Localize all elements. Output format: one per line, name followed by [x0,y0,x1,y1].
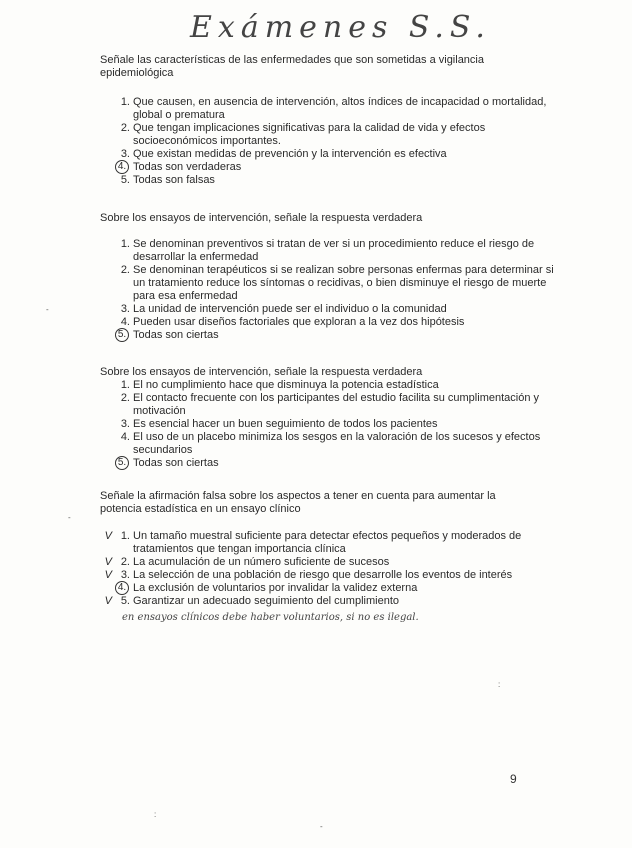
option-text: La acumulación de un número suficiente de sucesos [133,556,390,568]
page-title: Exámenes S.S. [190,10,491,45]
option-number: 1. [120,379,130,391]
option-text: Un tamaño muestral suficiente para detectar efectos pequeños y moderados de tratamientos que tengan importancia clínica [133,530,522,555]
option-number: 5. [120,595,130,607]
option-text: El contacto frecuente con los participantes del estudio facilita su cumplimentación y motivación [133,392,539,417]
option-item [100,316,540,329]
option-check-mark: V [104,569,112,581]
option-text: Todas son verdaderas [133,161,242,173]
option-item [100,556,540,569]
option-text: El uso de un placebo minimiza los sesgos en la valoración de los sucesos y efectos secundarios [133,431,541,456]
options-list [100,96,547,187]
option-item [100,392,563,418]
option-number: 2. [120,264,130,276]
option-check-mark: V [104,530,112,542]
option-number: 2. [120,122,130,134]
option-text: Garantizar un adecuado seguimiento del cumplimiento [133,595,399,607]
option-number: 3. [120,303,130,315]
option-text: Todas son falsas [133,174,215,186]
option-number: 5. [120,174,130,186]
question-prompt: Sobre los ensayos de intervención, señale la respuesta verdadera [100,212,423,224]
option-item [100,303,540,316]
option-number: 4. [120,316,130,328]
option-number: 1. [120,530,130,542]
page-number: 9 [510,772,517,786]
option-number-circled: 4. [115,581,129,595]
option-number-circled: 5. [115,328,129,342]
handwritten-note: en ensayos clínicos debe haber voluntarios, si no es ilegal. [122,612,419,623]
scan-speck: : [154,810,157,819]
question-prompt: Sobre los ensayos de intervención, señale la respuesta verdadera [100,366,423,378]
option-text: Se denominan preventivos si tratan de ver si un procedimiento reduce el riesgo de desarrollar la enfermedad [133,238,535,263]
option-item [100,418,540,431]
option-item-selected [100,582,540,595]
scan-speck: : [498,680,501,689]
option-item [100,174,540,187]
option-number: 3. [120,418,130,430]
option-item [100,595,540,608]
option-item [100,379,463,392]
option-number: 1. [120,238,130,250]
options-list [100,238,554,342]
option-check-mark: V [104,556,112,568]
option-number: 1. [120,96,130,108]
scan-speck: - [320,822,323,831]
option-number-circled: 4. [115,160,129,174]
options-list [100,530,540,608]
option-item [100,569,540,582]
option-item [100,264,563,303]
option-number: 3. [120,569,130,581]
option-number: 2. [120,392,130,404]
option-number: 3. [120,148,130,160]
question-prompt: Señale las características de las enfermedades que son sometidas a vigilancia epidemiológica [100,54,484,79]
option-text: La unidad de intervención puede ser el individuo o la comunidad [133,303,447,315]
option-text: La exclusión de voluntarios por invalidar la validez externa [133,582,418,594]
options-list [100,379,540,470]
option-item [100,431,563,457]
option-text: Que causen, en ausencia de intervención, altos índices de incapacidad o mortalidad, global o prematura [133,96,547,121]
option-number: 2. [120,556,130,568]
option-text: Todas son ciertas [133,457,219,469]
option-number: 4. [120,431,130,443]
option-text: Que tengan implicaciones significativas para la calidad de vida y efectos socioeconómicos importantes. [133,122,486,147]
option-item [100,148,540,161]
option-text: Todas son ciertas [133,329,219,341]
option-text: El no cumplimiento hace que disminuya la potencia estadística [133,379,439,391]
option-text: La selección de una población de riesgo que desarrolle los eventos de interés [133,569,513,581]
option-item [100,530,563,556]
question-prompt: Señale la afirmación falsa sobre los aspectos a tener en cuenta para aumentar la potencia estadística en un ensayo clínico [100,490,496,515]
option-number-circled: 5. [115,456,129,470]
option-text: Pueden usar diseños factoriales que exploran a la vez dos hipótesis [133,316,465,328]
option-item-selected [100,457,540,470]
scan-speck: - [46,305,49,314]
option-item-selected [100,329,540,342]
option-item [100,122,563,148]
option-item [100,238,563,264]
option-text: Se denominan terapéuticos si se realizan sobre personas enfermas para determinar si un tratamiento reduce los síntomas o recidivas, o bien disminuye el riesgo de muerte para esa enfermedad [133,264,554,302]
option-item-selected [100,161,540,174]
option-text: Es esencial hacer un buen seguimiento de todos los pacientes [133,418,438,430]
option-item [100,96,563,122]
option-check-mark: V [104,595,112,607]
scan-speck: - [68,513,71,522]
option-text: Que existan medidas de prevención y la intervención es efectiva [133,148,447,160]
